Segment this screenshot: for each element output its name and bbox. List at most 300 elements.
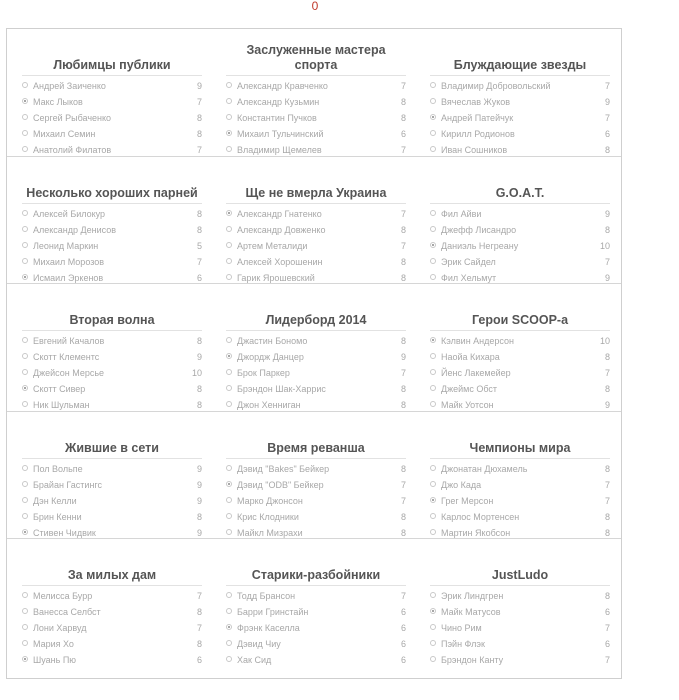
player-score: 7 [400, 495, 406, 506]
radio-icon[interactable] [430, 146, 436, 152]
player-score: 8 [400, 384, 406, 395]
radio-icon[interactable] [226, 608, 232, 614]
group-title-rule [430, 330, 610, 331]
player-name: Михаил Семин [33, 129, 96, 139]
player-selection-board [6, 28, 622, 679]
player-option[interactable] [226, 126, 406, 142]
radio-selected-icon[interactable] [226, 210, 232, 216]
player-score: 6 [604, 639, 610, 650]
player-name: Скотт Клементс [33, 352, 100, 363]
player-option[interactable] [22, 604, 202, 620]
player-name: Гарик Ярошевский [237, 272, 315, 283]
player-option[interactable] [430, 588, 610, 604]
player-list [22, 461, 202, 541]
player-name: Джонатан Дюхамель [441, 463, 528, 474]
radio-icon[interactable] [226, 226, 232, 232]
player-name: Джордж Данцер [237, 352, 304, 363]
player-score: 7 [196, 97, 202, 107]
radio-selected-icon[interactable] [430, 337, 436, 343]
player-score: 7 [604, 368, 610, 379]
player-name: Исмаил Эркенов [33, 272, 104, 283]
player-option[interactable] [22, 254, 202, 270]
player-name: Эрик Линдгрен [441, 591, 504, 602]
player-name: Алексей Билокур [33, 208, 106, 219]
player-score: 6 [196, 655, 202, 666]
player-option[interactable] [430, 238, 610, 254]
radio-icon[interactable] [430, 640, 436, 646]
player-option[interactable] [430, 78, 610, 94]
group-title-rule [226, 330, 406, 331]
player-name: Алексей Хорошенин [237, 256, 323, 267]
radio-icon[interactable] [226, 465, 232, 471]
player-option[interactable] [226, 604, 406, 620]
player-option[interactable] [430, 365, 610, 381]
player-option[interactable] [226, 588, 406, 604]
player-option[interactable] [226, 110, 406, 126]
player-group [226, 539, 406, 667]
player-score: 7 [604, 495, 610, 506]
player-option[interactable] [226, 461, 406, 477]
radio-icon[interactable] [430, 656, 436, 662]
player-list [22, 78, 202, 158]
group-title-rule [226, 585, 406, 586]
player-option[interactable] [226, 206, 406, 222]
player-option[interactable] [226, 493, 406, 509]
player-score: 8 [400, 224, 406, 235]
player-option[interactable] [430, 636, 610, 652]
player-name: Даниэль Негреану [441, 240, 519, 251]
player-score: 9 [604, 208, 610, 219]
player-name: Вячеслав Жуков [441, 97, 511, 107]
radio-icon[interactable] [22, 513, 28, 519]
player-group [22, 284, 202, 412]
player-list [226, 206, 406, 286]
player-option[interactable] [226, 254, 406, 270]
player-score: 8 [196, 129, 202, 139]
player-option[interactable] [226, 78, 406, 94]
player-name: Майкл Мизрахи [237, 527, 303, 538]
player-option[interactable] [430, 381, 610, 397]
radio-selected-icon[interactable] [226, 353, 232, 359]
player-option[interactable] [430, 620, 610, 636]
radio-icon[interactable] [22, 210, 28, 216]
player-score: 8 [400, 336, 406, 347]
radio-selected-icon[interactable] [430, 114, 436, 120]
radio-icon[interactable] [430, 130, 436, 136]
player-score: 9 [196, 81, 202, 91]
player-name: Эрик Сайдел [441, 256, 496, 267]
radio-icon[interactable] [22, 226, 28, 232]
player-option[interactable] [430, 493, 610, 509]
radio-icon[interactable] [430, 481, 436, 487]
radio-icon[interactable] [22, 82, 28, 88]
radio-icon[interactable] [430, 385, 436, 391]
player-option[interactable] [226, 509, 406, 525]
radio-selected-icon[interactable] [22, 656, 28, 662]
player-option[interactable] [22, 652, 202, 668]
radio-icon[interactable] [226, 529, 232, 535]
player-option[interactable] [430, 349, 610, 365]
radio-icon[interactable] [22, 130, 28, 136]
radio-icon[interactable] [226, 592, 232, 598]
player-option[interactable] [226, 620, 406, 636]
player-score: 7 [400, 145, 406, 155]
player-score: 7 [400, 208, 406, 219]
player-option[interactable] [22, 381, 202, 397]
player-name: Евгений Качалов [33, 336, 105, 347]
radio-icon[interactable] [22, 465, 28, 471]
player-name: Хак Сид [237, 655, 272, 666]
player-option[interactable] [22, 493, 202, 509]
radio-selected-icon[interactable] [430, 608, 436, 614]
player-score: 6 [400, 639, 406, 650]
radio-icon[interactable] [22, 592, 28, 598]
group-title-rule [226, 203, 406, 204]
player-name: Дэвид "ODB" Бейкер [237, 479, 324, 490]
player-score: 7 [604, 256, 610, 267]
group-title-rule [430, 203, 610, 204]
player-score: 8 [604, 224, 610, 235]
group-title: Вторая волна [69, 313, 155, 328]
player-score: 5 [196, 240, 202, 251]
player-score: 8 [196, 224, 202, 235]
radio-icon[interactable] [226, 82, 232, 88]
player-score: 7 [400, 368, 406, 379]
player-name: Чино Рим [441, 623, 482, 634]
player-score: 8 [604, 511, 610, 522]
radio-icon[interactable] [430, 513, 436, 519]
player-option[interactable] [22, 222, 202, 238]
player-option[interactable] [430, 509, 610, 525]
player-name: Джефф Лисандро [441, 224, 517, 235]
player-option[interactable] [22, 365, 202, 381]
player-option[interactable] [430, 110, 610, 126]
player-option[interactable] [22, 126, 202, 142]
player-name: Александр Кузьмин [237, 97, 320, 107]
player-option[interactable] [430, 94, 610, 110]
player-name: Кирилл Родионов [441, 129, 515, 139]
player-name: Ванесса Селбст [33, 607, 101, 618]
player-name: Макс Лыков [33, 97, 83, 107]
group-title: JustLudo [491, 568, 549, 583]
group-title: Время реванша [267, 440, 365, 455]
radio-icon[interactable] [22, 369, 28, 375]
radio-icon[interactable] [226, 98, 232, 104]
player-score: 8 [400, 527, 406, 538]
selection-counter: 0 [311, 0, 319, 13]
player-group [430, 284, 610, 412]
player-score: 6 [400, 655, 406, 666]
player-group [22, 29, 202, 157]
group-title: Старики-разбойники [251, 568, 381, 583]
player-option[interactable] [22, 620, 202, 636]
player-name: Владимир Щемелев [237, 145, 322, 155]
player-name: Александр Денисов [33, 224, 117, 235]
player-name: Марко Джонсон [237, 495, 303, 506]
group-title: Любимцы публики [53, 58, 171, 72]
player-score: 8 [400, 256, 406, 267]
player-score: 8 [604, 145, 610, 155]
group-title: Герои SCOOP-а [471, 313, 569, 328]
player-score: 9 [196, 527, 202, 538]
player-score: 7 [604, 655, 610, 666]
player-option[interactable] [22, 78, 202, 94]
player-score: 8 [400, 400, 406, 411]
radio-icon[interactable] [22, 242, 28, 248]
radio-selected-icon[interactable] [22, 385, 28, 391]
player-score: 9 [604, 97, 610, 107]
group-title: Блуждающие звезды [453, 58, 587, 72]
player-name: Мелисса Бурр [33, 591, 93, 602]
radio-icon[interactable] [226, 369, 232, 375]
group-title-rule [22, 585, 202, 586]
player-score: 7 [400, 591, 406, 602]
player-option[interactable] [22, 636, 202, 652]
radio-icon[interactable] [22, 353, 28, 359]
player-name: Джейсон Мерсье [33, 368, 105, 379]
player-option[interactable] [226, 349, 406, 365]
radio-icon[interactable] [226, 640, 232, 646]
player-score: 7 [604, 81, 610, 91]
radio-icon[interactable] [430, 624, 436, 630]
player-option[interactable] [430, 461, 610, 477]
radio-icon[interactable] [226, 656, 232, 662]
player-name: Андрей Заиченко [33, 81, 106, 91]
player-option[interactable] [22, 94, 202, 110]
radio-selected-icon[interactable] [226, 624, 232, 630]
player-name: Брэндон Шак-Харрис [237, 384, 326, 395]
player-name: Дэн Келли [33, 495, 77, 506]
player-name: Кэлвин Андерсон [441, 336, 514, 347]
player-option[interactable] [430, 652, 610, 668]
player-score: 8 [196, 639, 202, 650]
player-score: 8 [196, 208, 202, 219]
player-list [226, 78, 406, 158]
player-name: Майк Матусов [441, 607, 501, 618]
player-name: Брайан Гастингс [33, 479, 102, 490]
player-score: 6 [604, 607, 610, 618]
radio-icon[interactable] [430, 258, 436, 264]
player-option[interactable] [226, 477, 406, 493]
radio-icon[interactable] [430, 401, 436, 407]
radio-icon[interactable] [226, 146, 232, 152]
player-option[interactable] [430, 222, 610, 238]
radio-icon[interactable] [430, 465, 436, 471]
player-name: Мартин Якобсон [441, 527, 511, 538]
radio-selected-icon[interactable] [226, 130, 232, 136]
player-option[interactable] [226, 636, 406, 652]
player-option[interactable] [430, 604, 610, 620]
radio-icon[interactable] [430, 98, 436, 104]
player-name: Анатолий Филатов [33, 145, 112, 155]
group-title: Ще не вмерла Украина [245, 185, 387, 200]
player-group [22, 157, 202, 285]
player-group [430, 412, 610, 540]
player-score: 10 [599, 336, 610, 347]
radio-icon[interactable] [22, 114, 28, 120]
player-name: Леонид Маркин [33, 240, 99, 251]
radio-icon[interactable] [430, 529, 436, 535]
player-option[interactable] [430, 477, 610, 493]
player-option[interactable] [226, 222, 406, 238]
player-option[interactable] [22, 509, 202, 525]
radio-icon[interactable] [226, 401, 232, 407]
player-name: Артем Металиди [237, 240, 308, 251]
radio-icon[interactable] [430, 82, 436, 88]
player-score: 8 [604, 384, 610, 395]
player-score: 9 [400, 352, 406, 363]
player-option[interactable] [22, 461, 202, 477]
player-list [226, 461, 406, 541]
player-score: 8 [196, 113, 202, 123]
player-score: 8 [604, 527, 610, 538]
radio-selected-icon[interactable] [430, 497, 436, 503]
player-name: Сергей Рыбаченко [33, 113, 112, 123]
radio-icon[interactable] [226, 513, 232, 519]
player-name: Джо Када [441, 479, 482, 490]
player-list [22, 588, 202, 668]
radio-icon[interactable] [22, 401, 28, 407]
radio-icon[interactable] [22, 497, 28, 503]
player-score: 9 [604, 272, 610, 283]
player-score: 7 [604, 113, 610, 123]
player-option[interactable] [22, 477, 202, 493]
player-option[interactable] [22, 238, 202, 254]
player-score: 8 [604, 463, 610, 474]
player-score: 7 [604, 479, 610, 490]
player-score: 8 [604, 352, 610, 363]
player-score: 7 [196, 256, 202, 267]
player-list [430, 206, 610, 286]
player-score: 9 [604, 400, 610, 411]
radio-selected-icon[interactable] [22, 529, 28, 535]
player-name: Барри Гринстайн [237, 607, 309, 618]
player-name: Александр Гнатенко [237, 208, 322, 219]
player-name: Брок Паркер [237, 368, 290, 379]
player-option[interactable] [430, 206, 610, 222]
player-option[interactable] [430, 254, 610, 270]
player-name: Александр Кравченко [237, 81, 328, 91]
radio-selected-icon[interactable] [226, 481, 232, 487]
player-score: 9 [196, 352, 202, 363]
player-score: 7 [196, 591, 202, 602]
player-option[interactable] [226, 365, 406, 381]
group-title-rule [430, 458, 610, 459]
radio-selected-icon[interactable] [22, 274, 28, 280]
player-name: Йенс Лакемейер [441, 368, 511, 379]
player-score: 7 [604, 623, 610, 634]
player-group [430, 157, 610, 285]
player-score: 7 [400, 240, 406, 251]
player-name: Джастин Бономо [237, 336, 308, 347]
player-score: 6 [400, 623, 406, 634]
radio-icon[interactable] [226, 337, 232, 343]
player-option[interactable] [226, 333, 406, 349]
player-score: 6 [400, 607, 406, 618]
player-option[interactable] [22, 588, 202, 604]
radio-icon[interactable] [226, 385, 232, 391]
player-name: Майк Уотсон [441, 400, 494, 411]
player-group [226, 284, 406, 412]
radio-icon[interactable] [226, 242, 232, 248]
player-list [430, 333, 610, 413]
player-option[interactable] [226, 94, 406, 110]
radio-icon[interactable] [226, 258, 232, 264]
player-option[interactable] [430, 126, 610, 142]
player-score: 8 [400, 511, 406, 522]
player-score: 6 [196, 272, 202, 283]
player-score: 8 [196, 336, 202, 347]
radio-icon[interactable] [430, 592, 436, 598]
player-name: Владимир Добровольский [441, 81, 551, 91]
player-option[interactable] [430, 333, 610, 349]
player-group [430, 539, 610, 667]
group-title-rule [22, 458, 202, 459]
player-option[interactable] [22, 110, 202, 126]
radio-icon[interactable] [22, 624, 28, 630]
player-name: Фил Айви [441, 208, 482, 219]
player-score: 7 [400, 479, 406, 490]
player-score: 10 [191, 368, 202, 379]
radio-icon[interactable] [226, 114, 232, 120]
radio-icon[interactable] [22, 481, 28, 487]
radio-icon[interactable] [430, 226, 436, 232]
radio-icon[interactable] [430, 210, 436, 216]
player-name: Лони Харвуд [33, 623, 87, 634]
player-option[interactable] [226, 238, 406, 254]
group-title: G.O.A.T. [495, 185, 545, 200]
player-option[interactable] [22, 206, 202, 222]
player-score: 9 [196, 479, 202, 490]
player-name: Александр Довженко [237, 224, 326, 235]
player-name: Мария Хо [33, 639, 74, 650]
player-name: Тодд Брансон [237, 591, 296, 602]
player-option[interactable] [22, 349, 202, 365]
player-name: Крис Клодники [237, 511, 299, 522]
group-title-rule [430, 75, 610, 76]
radio-selected-icon[interactable] [430, 242, 436, 248]
group-title-rule [226, 75, 406, 76]
radio-icon[interactable] [22, 258, 28, 264]
player-score: 9 [196, 495, 202, 506]
group-title-rule [22, 330, 202, 331]
player-name: Иван Сошников [441, 145, 508, 155]
group-title: За милых дам [67, 568, 157, 583]
player-group [22, 539, 202, 667]
player-name: Джон Хенниган [237, 400, 301, 411]
player-list [430, 461, 610, 541]
radio-icon[interactable] [430, 369, 436, 375]
radio-icon[interactable] [22, 337, 28, 343]
player-option[interactable] [226, 652, 406, 668]
radio-icon[interactable] [430, 274, 436, 280]
player-name: Дэвид "Bakes" Бейкер [237, 463, 330, 474]
radio-icon[interactable] [22, 608, 28, 614]
radio-icon[interactable] [22, 146, 28, 152]
player-option[interactable] [226, 381, 406, 397]
player-list [22, 206, 202, 286]
radio-icon[interactable] [226, 274, 232, 280]
player-option[interactable] [22, 333, 202, 349]
player-group [226, 412, 406, 540]
radio-selected-icon[interactable] [22, 98, 28, 104]
radio-icon[interactable] [430, 353, 436, 359]
player-name: Карлос Мортенсен [441, 511, 520, 522]
radio-icon[interactable] [226, 497, 232, 503]
player-score: 8 [400, 463, 406, 474]
radio-icon[interactable] [22, 640, 28, 646]
player-list [430, 588, 610, 668]
